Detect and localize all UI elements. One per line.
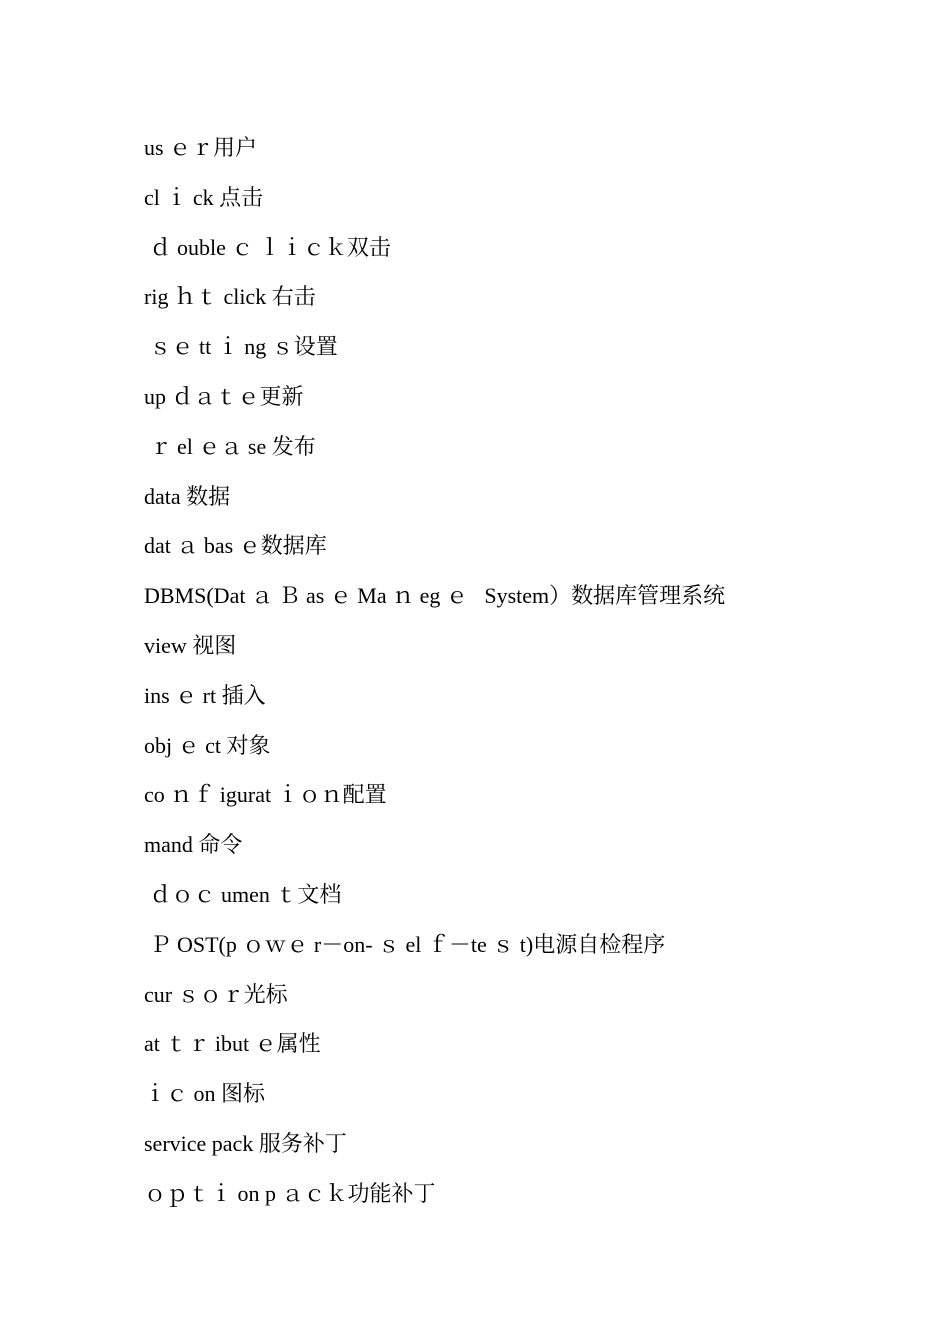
glossary-entry: at ｔｒ ibut ｅ属性 [144, 1031, 321, 1057]
glossary-entry: co ｎｆ igurat ｉｏｎ配置 [144, 782, 387, 808]
glossary-entry: cl ｉ ck 点击 [144, 184, 264, 210]
glossary-entry: DBMS(Dat ａ Ｂ as ｅ Ma ｎ eg ｅ System）数据库管理系统 [144, 583, 726, 609]
glossary-entry: ｄｏｃ umen ｔ文档 [144, 881, 342, 907]
glossary-entry: mand 命令 [144, 832, 243, 858]
glossary-entry: data 数据 [144, 483, 231, 509]
glossary-entry: Ｐ OST(p ｏｗｅ r－on- ｓ el ｆ－te ｓ t)电源自检程序 [144, 931, 666, 957]
glossary-entry: up ｄａｔｅ更新 [144, 383, 304, 409]
glossary-entry: service pack 服务补丁 [144, 1130, 347, 1156]
glossary-entry: ｉｃ on 图标 [144, 1081, 266, 1107]
glossary-entry: ｓｅ tt ｉ ng ｓ设置 [144, 334, 338, 360]
glossary-entry: cur ｓｏｒ光标 [144, 981, 288, 1007]
glossary-list [144, 133, 725, 1229]
glossary-entry: ｏｐｔｉ on p ａｃｋ功能补丁 [144, 1180, 436, 1206]
glossary-entry: obj ｅ ct 对象 [144, 732, 271, 758]
glossary-entry: view 视图 [144, 632, 237, 658]
glossary-entry: dat ａ bas ｅ数据库 [144, 533, 327, 559]
glossary-entry: ins ｅ rt 插入 [144, 682, 266, 708]
glossary-entry: rig ｈｔ click 右击 [144, 284, 316, 310]
glossary-entry: ｄ ouble ｃ ｌｉｃｋ双击 [144, 234, 391, 260]
glossary-entry: us ｅｒ用户 [144, 135, 258, 160]
glossary-entry: ｒ el ｅａ se 发布 [144, 433, 316, 459]
